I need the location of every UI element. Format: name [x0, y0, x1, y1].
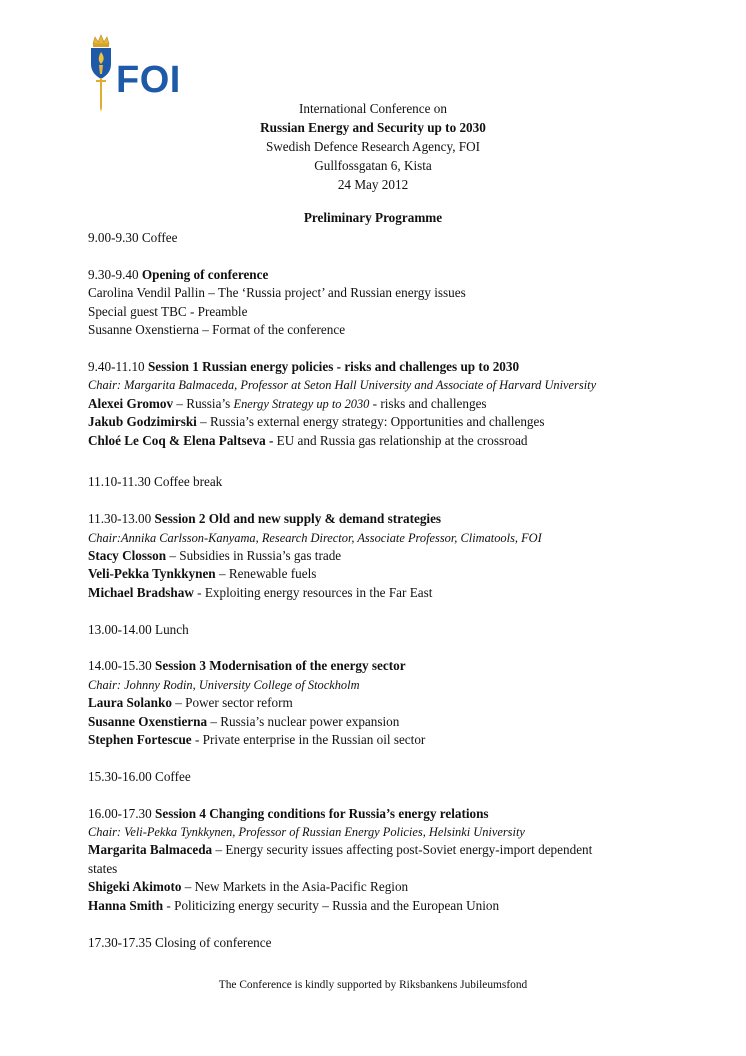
talk-title-part: – Russia’s: [173, 395, 234, 411]
session-1-heading: [88, 358, 688, 376]
opening-line-1: Carolina Vendil Pallin – The ‘Russia project’ and Russian energy issues: [88, 285, 466, 301]
speaker-name: Stacy Closson: [88, 548, 167, 564]
header-line-1: International Conference on: [299, 101, 447, 116]
conference-title: Russian Energy and Security up to 2030: [260, 120, 486, 135]
session-3-time: 14.00-15.30: [88, 658, 152, 674]
speaker-name: Alexei Gromov: [88, 395, 174, 411]
logo-text: FOI: [116, 59, 181, 101]
session-2-title: Session 2 Old and new supply & demand strategies: [154, 511, 442, 527]
session-3: [88, 657, 688, 749]
session-2-talk-2: [88, 565, 688, 583]
talk-title: – Energy security issues affecting post-Soviet energy-import dependent states: [88, 842, 593, 876]
coffee-2: 11.10-11.30 Coffee break: [88, 474, 223, 490]
programme-item-lunch: [88, 621, 688, 639]
talk-title: – Subsidies in Russia’s gas trade: [166, 548, 342, 564]
conference-date: 24 May 2012: [337, 177, 409, 192]
session-2: [88, 510, 688, 602]
session-1-time: 9.40-11.10: [88, 358, 145, 374]
session-1-chair: Chair: Margarita Balmaceda, Professor at Seton Hall University and Associate of Harvard University: [88, 378, 597, 393]
closing: 17.30-17.35 Closing of conference: [88, 934, 272, 950]
talk-title-part: - risks and challenges: [369, 395, 487, 411]
speaker-name: Hanna Smith: [88, 897, 164, 913]
session-4-heading: [88, 805, 688, 823]
session-2-talk-3: [88, 584, 688, 602]
programme-item-coffee-1: [88, 229, 688, 247]
session-3-talk-2: [88, 713, 688, 731]
session-4-talk-1: [88, 841, 603, 878]
session-4-talk-3: [88, 897, 688, 915]
speaker-name: Chloé Le Coq & Elena Paltseva -: [88, 433, 274, 449]
speaker-name: Laura Solanko: [88, 695, 172, 711]
speaker-name: Susanne Oxenstierna: [88, 713, 208, 729]
programme-title: Preliminary Programme: [303, 210, 443, 225]
session-4-talk-2: [88, 878, 688, 896]
session-2-heading: [88, 510, 688, 528]
talk-title: EU and Russia gas relationship at the crossroad: [273, 433, 528, 449]
footer-sponsor-note: The Conference is kindly supported by Riksbankens Jubileumsfond: [218, 979, 528, 991]
opening-time: 9.30-9.40: [88, 266, 139, 282]
talk-title: – Power sector reform: [171, 695, 293, 711]
session-4: [88, 805, 688, 915]
coffee-3: 15.30-16.00 Coffee: [88, 768, 191, 784]
programme-item-closing: [88, 934, 688, 952]
talk-title: - Politicizing energy security – Russia and the European Union: [163, 897, 500, 913]
speaker-name: Stephen Fortescue: [88, 732, 192, 748]
session-2-time: 11.30-13.00: [88, 511, 152, 527]
programme-item-coffee-3: [88, 768, 688, 786]
programme-item-coffee-2: [88, 473, 688, 491]
session-1: [88, 358, 688, 452]
address: Gullfossgatan 6, Kista: [314, 158, 432, 173]
session-1-talk-3: [88, 431, 688, 451]
session-3-heading: [88, 657, 688, 675]
opening-line-2: Special guest TBC - Preamble: [88, 303, 248, 319]
session-1-talk-1: [88, 395, 688, 413]
session-2-chair: Chair:Annika Carlsson-Kanyama, Research Director, Associate Professor, Climatools, FOI: [88, 530, 542, 545]
session-4-chair: Chair: Veli-Pekka Tynkkynen, Professor of Russian Energy Policies, Helsinki University: [88, 825, 525, 840]
talk-title: – Renewable fuels: [215, 566, 317, 582]
session-2-talk-1: [88, 547, 688, 565]
speaker-name: Veli-Pekka Tynkkynen: [88, 566, 216, 582]
session-4-time: 16.00-17.30: [88, 805, 152, 821]
programme-body: [88, 229, 688, 970]
opening-heading: [88, 266, 688, 284]
session-3-talk-1: [88, 694, 688, 712]
talk-title: – New Markets in the Asia-Pacific Region: [181, 879, 409, 895]
session-3-talk-3: [88, 731, 688, 749]
speaker-name: Jakub Godzimirski: [88, 414, 197, 430]
opening-line-3: Susanne Oxenstierna – Format of the conference: [88, 322, 346, 338]
talk-title-italic: Energy Strategy up to 2030: [233, 396, 370, 411]
session-1-title: Session 1 Russian energy policies - risks and challenges up to 2030: [147, 358, 520, 374]
speaker-name: Michael Bradshaw: [88, 584, 194, 600]
talk-title: – Russia’s nuclear power expansion: [207, 713, 400, 729]
programme-item-opening: [88, 266, 688, 340]
session-1-talk-2: [88, 413, 688, 431]
conference-header: [0, 99, 746, 194]
organizer: Swedish Defence Research Agency, FOI: [265, 139, 481, 154]
talk-title: - Exploiting energy resources in the Far East: [193, 584, 433, 600]
talk-title: – Russia’s external energy strategy: Opportunities and challenges: [196, 414, 545, 430]
lunch: 13.00-14.00 Lunch: [88, 621, 189, 637]
speaker-name: Margarita Balmaceda: [88, 842, 213, 858]
session-4-title: Session 4 Changing conditions for Russia’s energy relations: [155, 805, 489, 821]
talk-title: - Private enterprise in the Russian oil sector: [191, 732, 426, 748]
session-3-chair: Chair: Johnny Rodin, University College of Stockholm: [88, 677, 360, 692]
speaker-name: Shigeki Akimoto: [88, 879, 182, 895]
session-3-title: Session 3 Modernisation of the energy sector: [155, 658, 406, 674]
coffee-1: 9.00-9.30 Coffee: [88, 230, 178, 245]
opening-title: Opening of conference: [141, 266, 269, 282]
